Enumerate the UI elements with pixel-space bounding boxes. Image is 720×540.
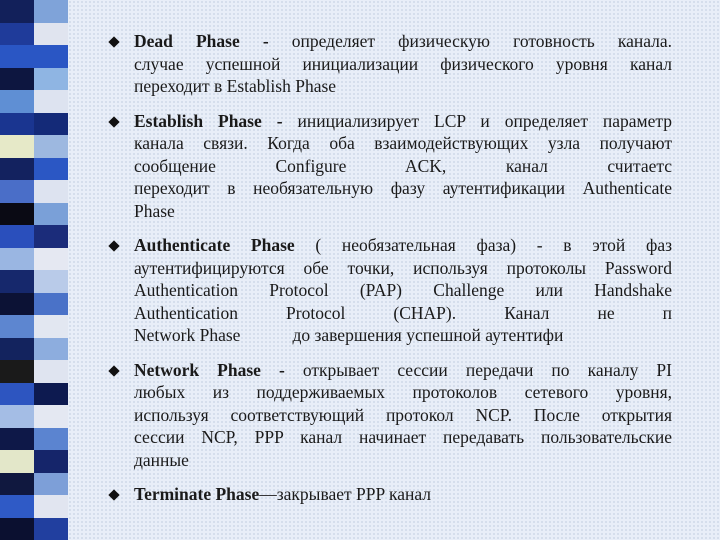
stripe-block (0, 383, 34, 406)
stripe-row (0, 203, 68, 226)
stripe-row (0, 248, 68, 271)
stripe-row (0, 180, 68, 203)
description-line: канала связи. Когда оба взаимодействующих узла получают (134, 133, 672, 153)
description-line: канал считаетс (505, 155, 672, 176)
stripe-block (34, 158, 68, 181)
slide-content (110, 30, 672, 518)
stripe-block (34, 68, 68, 91)
stripe-block (0, 158, 34, 181)
stripe-row (0, 518, 68, 540)
stripe-row (0, 68, 68, 91)
description-line: сообщение Configure ACK, (134, 155, 447, 176)
stripe-block (0, 450, 34, 473)
description-line: ( необязательная фаза) - в этой фаз (315, 235, 672, 255)
list-item-authenticate-phase (110, 234, 672, 347)
list-item-terminate-phase (110, 483, 672, 506)
description-line: переходит в необязательную фазу аутентификации Authenticate (134, 178, 672, 198)
description-line: Phase (134, 200, 175, 221)
description-line: Канал не п (504, 302, 672, 323)
stripe-block (0, 473, 34, 496)
stripe-row (0, 270, 68, 293)
term-establish-phase: Establish Phase - (134, 110, 283, 131)
stripe-block (0, 135, 34, 158)
bullet-icon (108, 240, 119, 251)
stripe-block (34, 135, 68, 158)
description-line: инициализирует LCP и определяет параметр (297, 110, 672, 131)
description-line: переходит в Establish Phase (134, 76, 337, 96)
stripe-block (0, 113, 34, 136)
stripe-block (34, 315, 68, 338)
stripe-block (0, 225, 34, 248)
stripe-block (34, 225, 68, 248)
description-line: любых из поддерживаемых протоколов сетевого уровня, (134, 382, 672, 402)
stripe-block (34, 495, 68, 518)
description-line: аутентифицируются обе точки, используя протоколы Password (134, 257, 672, 278)
stripe-block (34, 180, 68, 203)
stripe-row (0, 315, 68, 338)
stripe-row (0, 450, 68, 473)
stripe-block (0, 293, 34, 316)
stripe-row (0, 360, 68, 383)
stripe-row (0, 23, 68, 46)
stripe-block (0, 90, 34, 113)
stripe-row (0, 428, 68, 451)
description-line: Network Phase (134, 325, 241, 345)
stripe-row (0, 495, 68, 518)
stripe-block (34, 113, 68, 136)
bullet-icon (108, 116, 119, 127)
stripe-row (0, 45, 68, 68)
stripe-row (0, 0, 68, 23)
stripe-row (0, 113, 68, 136)
list-item-establish-phase (110, 110, 672, 223)
description-line: данные (134, 449, 189, 470)
stripe-block (34, 383, 68, 406)
stripe-block (0, 270, 34, 293)
decorative-stripe (0, 0, 68, 540)
stripe-row (0, 473, 68, 496)
stripe-block (34, 0, 68, 23)
stripe-block (0, 203, 34, 226)
stripe-block (0, 315, 34, 338)
stripe-block (34, 90, 68, 113)
description-line: открывает сессии передачи по каналу PI (302, 359, 672, 380)
stripe-block (34, 293, 68, 316)
description-line: случае успешной инициализации физического уровня канал (134, 53, 672, 74)
list-item-dead-phase (110, 30, 672, 98)
description-line: до завершения успешной аутентифи (292, 325, 564, 345)
stripe-block (0, 360, 34, 383)
stripe-block (34, 428, 68, 451)
description-line: Challenge или Handshake (433, 280, 672, 300)
stripe-block (34, 518, 68, 540)
stripe-block (0, 495, 34, 518)
stripe-block (0, 23, 34, 46)
stripe-block (0, 248, 34, 271)
bullet-icon (108, 489, 119, 500)
stripe-block (34, 338, 68, 361)
stripe-block (34, 248, 68, 271)
stripe-block (34, 23, 68, 46)
stripe-block (34, 203, 68, 226)
stripe-row (0, 158, 68, 181)
description-line: Authentication Protocol (PAP) (134, 280, 402, 300)
bullet-icon (108, 365, 119, 376)
list-item-network-phase (110, 359, 672, 472)
stripe-block (34, 405, 68, 428)
description-line: Authentication Protocol (CHAP). (134, 302, 457, 323)
stripe-block (0, 518, 34, 540)
stripe-block (0, 45, 34, 68)
stripe-block (34, 360, 68, 383)
description-line: сессии NCP, PPP канал начинает передавать пользовательские (134, 427, 672, 447)
stripe-block (34, 270, 68, 293)
term-dead-phase: Dead Phase - (134, 31, 269, 51)
stripe-block (0, 428, 34, 451)
description-line: —закрывает PPP канал (259, 484, 431, 504)
term-authenticate-phase: Authenticate Phase (134, 235, 295, 255)
stripe-block (0, 405, 34, 428)
stripe-row (0, 405, 68, 428)
stripe-block (34, 450, 68, 473)
term-terminate-phase: Terminate Phase (134, 484, 260, 504)
stripe-row (0, 135, 68, 158)
stripe-row (0, 383, 68, 406)
stripe-block (34, 473, 68, 496)
stripe-row (0, 338, 68, 361)
description-line: используя соответствующий протокол NCP. После открытия (134, 404, 672, 425)
stripe-block (0, 180, 34, 203)
term-network-phase: Network Phase - (134, 359, 285, 380)
bullet-icon (108, 36, 119, 47)
stripe-block (0, 0, 34, 23)
stripe-row (0, 90, 68, 113)
stripe-block (0, 68, 34, 91)
stripe-row (0, 225, 68, 248)
stripe-block (34, 45, 68, 68)
description-line: определяет физическую готовность канала. (291, 31, 672, 51)
stripe-block (0, 338, 34, 361)
stripe-row (0, 293, 68, 316)
